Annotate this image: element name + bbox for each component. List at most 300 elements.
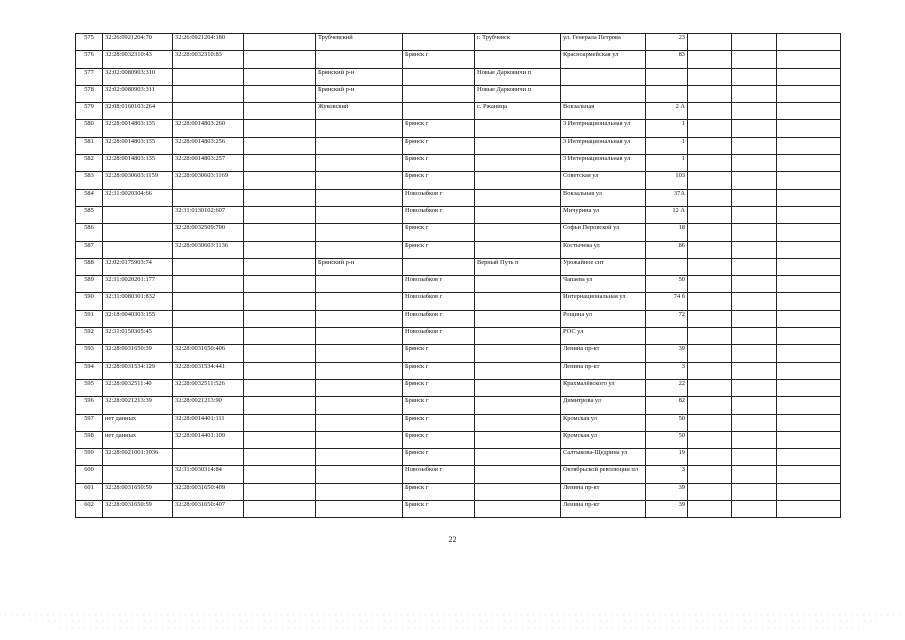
building-number-cell	[646, 328, 688, 345]
row-number-cell: 598	[76, 431, 103, 448]
empty-cell	[688, 224, 732, 241]
table-cell: Рощина ул	[561, 310, 646, 327]
table-cell: Брянск г	[403, 483, 475, 500]
empty-cell	[688, 189, 732, 206]
table-cell	[316, 276, 403, 293]
building-number-cell: 74 б	[646, 293, 688, 310]
table-row	[76, 241, 841, 258]
table-cell: Брянск г	[403, 397, 475, 414]
table-cell	[244, 397, 316, 414]
row-number-cell: 594	[76, 362, 103, 379]
page-number: 22	[448, 535, 457, 544]
table-cell: 32:26:0921204:180	[173, 34, 244, 51]
table-cell	[475, 328, 561, 345]
empty-cell	[732, 449, 777, 466]
table-cell: Ленина пр-кт	[561, 501, 646, 518]
table-cell: Брянск г	[403, 137, 475, 154]
building-number-cell	[646, 258, 688, 275]
empty-cell	[688, 362, 732, 379]
table-cell: 32:28:0031650:406	[173, 345, 244, 362]
empty-cell	[732, 85, 777, 102]
table-cell: 32:28:0021213:39	[103, 397, 173, 414]
row-number-cell: 588	[76, 258, 103, 275]
building-number-cell: 3	[646, 466, 688, 483]
table-cell	[244, 120, 316, 137]
table-cell: 32:28:0031650:409	[173, 483, 244, 500]
empty-cell	[777, 172, 841, 189]
table-cell: 32:28:0032310:83	[173, 51, 244, 68]
table-cell	[316, 483, 403, 500]
table-cell	[244, 483, 316, 500]
row-number-cell: 583	[76, 172, 103, 189]
empty-cell	[732, 466, 777, 483]
table-cell: Новозыбков г	[403, 293, 475, 310]
table-cell: РОС ул	[561, 328, 646, 345]
table-cell	[475, 466, 561, 483]
table-cell	[244, 414, 316, 431]
table-row	[76, 483, 841, 500]
table-row	[76, 189, 841, 206]
table-cell	[475, 483, 561, 500]
table-cell: Брянск г	[403, 362, 475, 379]
table-cell	[475, 224, 561, 241]
table-cell: 32:28:0031534:441	[173, 362, 244, 379]
table-row	[76, 362, 841, 379]
building-number-cell	[646, 68, 688, 85]
empty-cell	[688, 172, 732, 189]
table-cell	[244, 276, 316, 293]
table-cell: Вокзальная ул	[561, 189, 646, 206]
table-row	[76, 501, 841, 518]
building-number-cell: 86	[646, 241, 688, 258]
table-cell	[244, 293, 316, 310]
table-cell: Димитрова ул	[561, 397, 646, 414]
table-cell: Брянский р-н	[316, 258, 403, 275]
register-table	[75, 33, 841, 518]
row-number-cell: 586	[76, 224, 103, 241]
table-cell: 32:28:0031650:407	[173, 501, 244, 518]
empty-cell	[777, 449, 841, 466]
table-cell: Новозыбков г	[403, 206, 475, 223]
building-number-cell: 82	[646, 397, 688, 414]
empty-cell	[777, 241, 841, 258]
empty-cell	[688, 155, 732, 172]
table-cell	[173, 258, 244, 275]
empty-cell	[777, 258, 841, 275]
empty-cell	[732, 414, 777, 431]
empty-cell	[777, 85, 841, 102]
building-number-cell: 50	[646, 431, 688, 448]
table-cell: Кромская ул	[561, 431, 646, 448]
table-cell	[475, 414, 561, 431]
table-row	[76, 276, 841, 293]
table-cell: 32:28:0032310:43	[103, 51, 173, 68]
empty-cell	[777, 224, 841, 241]
table-cell: 3 Интернациональная ул	[561, 155, 646, 172]
empty-cell	[777, 293, 841, 310]
table-cell	[244, 501, 316, 518]
table-cell: Новозыбков г	[403, 466, 475, 483]
row-number-cell: 577	[76, 68, 103, 85]
empty-cell	[688, 310, 732, 327]
row-number-cell: 593	[76, 345, 103, 362]
table-cell	[244, 449, 316, 466]
table-cell: Брянск г	[403, 224, 475, 241]
table-cell	[244, 34, 316, 51]
table-cell: 32:18:0040303:155	[103, 310, 173, 327]
table-cell: Брянский р-н	[316, 68, 403, 85]
table-cell	[475, 276, 561, 293]
empty-cell	[732, 258, 777, 275]
table-row	[76, 172, 841, 189]
empty-cell	[777, 155, 841, 172]
empty-cell	[777, 414, 841, 431]
table-cell: 32:28:0021213:90	[173, 397, 244, 414]
table-cell	[173, 293, 244, 310]
table-cell: Брянск г	[403, 449, 475, 466]
table-cell: 32:31:0020304:66	[103, 189, 173, 206]
empty-cell	[777, 483, 841, 500]
empty-cell	[732, 137, 777, 154]
table-cell: Красноармейская ул	[561, 51, 646, 68]
table-cell: Вокзальная	[561, 103, 646, 120]
empty-cell	[732, 155, 777, 172]
row-number-cell: 595	[76, 379, 103, 396]
empty-cell	[777, 362, 841, 379]
table-row	[76, 224, 841, 241]
row-number-cell: 596	[76, 397, 103, 414]
table-cell	[103, 206, 173, 223]
table-cell	[316, 431, 403, 448]
table-cell	[316, 310, 403, 327]
empty-cell	[688, 51, 732, 68]
empty-cell	[777, 137, 841, 154]
empty-cell	[688, 34, 732, 51]
empty-cell	[732, 51, 777, 68]
table-row	[76, 379, 841, 396]
table-cell: 32:28:0021001:1036	[103, 449, 173, 466]
table-cell: 32:28:0014401:111	[173, 414, 244, 431]
table-cell: Новозыбков г	[403, 276, 475, 293]
table-row	[76, 449, 841, 466]
empty-cell	[732, 172, 777, 189]
table-cell	[475, 345, 561, 362]
row-number-cell: 585	[76, 206, 103, 223]
empty-cell	[777, 466, 841, 483]
empty-cell	[688, 328, 732, 345]
table-cell: Брянск г	[403, 431, 475, 448]
table-cell	[103, 241, 173, 258]
table-cell: Новозыбков г	[403, 189, 475, 206]
table-cell: Брянск г	[403, 155, 475, 172]
building-number-cell: 50	[646, 276, 688, 293]
empty-cell	[777, 431, 841, 448]
building-number-cell: 1	[646, 155, 688, 172]
table-row	[76, 431, 841, 448]
empty-cell	[732, 68, 777, 85]
row-number-cell: 597	[76, 414, 103, 431]
table-cell: Брянск г	[403, 241, 475, 258]
empty-cell	[777, 51, 841, 68]
table-cell: нет данных	[103, 431, 173, 448]
empty-cell	[688, 397, 732, 414]
table-row	[76, 258, 841, 275]
table-row	[76, 34, 841, 51]
building-number-cell: 39	[646, 483, 688, 500]
row-number-cell: 587	[76, 241, 103, 258]
table-cell	[244, 137, 316, 154]
building-number-cell: 39	[646, 501, 688, 518]
table-row	[76, 51, 841, 68]
table-cell: Чапаева ул	[561, 276, 646, 293]
table-cell	[316, 224, 403, 241]
table-cell	[173, 68, 244, 85]
empty-cell	[688, 68, 732, 85]
table-row	[76, 155, 841, 172]
table-cell: 32:28:0014803:135	[103, 155, 173, 172]
empty-cell	[688, 466, 732, 483]
empty-cell	[688, 449, 732, 466]
table-cell: Брянск г	[403, 414, 475, 431]
empty-cell	[732, 431, 777, 448]
empty-cell	[688, 293, 732, 310]
table-row	[76, 310, 841, 327]
table-cell: Брянский р-н	[316, 85, 403, 102]
table-cell	[475, 241, 561, 258]
table-cell: Новые Дарковичи п	[475, 68, 561, 85]
empty-cell	[688, 431, 732, 448]
empty-cell	[777, 34, 841, 51]
table-cell: 32:28:0014803:260	[173, 120, 244, 137]
row-number-cell: 575	[76, 34, 103, 51]
empty-cell	[732, 483, 777, 500]
empty-cell	[688, 103, 732, 120]
table-cell: Новозыбков г	[403, 310, 475, 327]
empty-cell	[732, 120, 777, 137]
table-cell	[403, 103, 475, 120]
table-cell	[475, 155, 561, 172]
empty-cell	[732, 293, 777, 310]
empty-cell	[732, 241, 777, 258]
table-cell: 32:31:0130102:607	[173, 206, 244, 223]
table-cell	[244, 328, 316, 345]
table-cell	[316, 449, 403, 466]
building-number-cell: 22	[646, 379, 688, 396]
table-cell: Брянск г	[403, 120, 475, 137]
table-cell	[316, 155, 403, 172]
table-cell	[403, 258, 475, 275]
table-cell	[475, 431, 561, 448]
table-cell	[475, 293, 561, 310]
table-row	[76, 120, 841, 137]
table-cell: Крахмалёвского ул	[561, 379, 646, 396]
table-cell	[244, 258, 316, 275]
table-cell	[475, 397, 561, 414]
row-number-cell: 601	[76, 483, 103, 500]
table-cell	[244, 155, 316, 172]
table-cell: 32:08:0160103:264	[103, 103, 173, 120]
table-cell	[475, 206, 561, 223]
table-cell	[316, 466, 403, 483]
table-cell: Октябрьской революции пл	[561, 466, 646, 483]
table-cell	[244, 68, 316, 85]
table-cell: 3 Интернациональная ул	[561, 137, 646, 154]
table-row	[76, 103, 841, 120]
empty-cell	[777, 397, 841, 414]
table-cell: 32:28:0032511:526	[173, 379, 244, 396]
table-cell	[316, 414, 403, 431]
table-cell: Новозыбков г	[403, 328, 475, 345]
table-cell: Брянск г	[403, 379, 475, 396]
empty-cell	[777, 189, 841, 206]
table-cell	[173, 328, 244, 345]
table-cell	[244, 103, 316, 120]
table-cell	[173, 103, 244, 120]
table-cell	[561, 68, 646, 85]
table-cell: Новые Дарковичи п	[475, 85, 561, 102]
empty-cell	[777, 276, 841, 293]
empty-cell	[777, 206, 841, 223]
table-cell	[403, 68, 475, 85]
building-number-cell: 12 А	[646, 206, 688, 223]
table-cell: 32:28:0032511:40	[103, 379, 173, 396]
table-cell	[316, 137, 403, 154]
table-cell: 32:28:0031650:59	[103, 483, 173, 500]
building-number-cell: 83	[646, 51, 688, 68]
empty-cell	[732, 206, 777, 223]
empty-cell	[732, 103, 777, 120]
empty-cell	[688, 85, 732, 102]
empty-cell	[777, 379, 841, 396]
table-cell	[244, 431, 316, 448]
table-cell: Интернациональная ул	[561, 293, 646, 310]
table-cell: 32:26:0921204:70	[103, 34, 173, 51]
table-cell: 32:31:0080301:832	[103, 293, 173, 310]
table-cell	[316, 362, 403, 379]
table-cell: Брянск г	[403, 345, 475, 362]
table-cell	[244, 362, 316, 379]
empty-cell	[688, 345, 732, 362]
table-row	[76, 345, 841, 362]
table-cell: 32:31:0020201:177	[103, 276, 173, 293]
row-number-cell: 582	[76, 155, 103, 172]
empty-cell	[777, 345, 841, 362]
table-cell	[316, 293, 403, 310]
table-row	[76, 68, 841, 85]
table-cell: Ленина пр-кт	[561, 483, 646, 500]
table-cell	[475, 379, 561, 396]
table-cell	[475, 310, 561, 327]
empty-cell	[688, 276, 732, 293]
row-number-cell: 589	[76, 276, 103, 293]
empty-cell	[732, 276, 777, 293]
building-number-cell: 50	[646, 414, 688, 431]
table-cell	[316, 206, 403, 223]
building-number-cell: 1	[646, 120, 688, 137]
table-cell: нет данных	[103, 414, 173, 431]
table-row	[76, 397, 841, 414]
table-cell	[244, 189, 316, 206]
table-cell	[316, 189, 403, 206]
table-cell: 32:28:0031650:39	[103, 345, 173, 362]
table-cell: 32:28:0031534:129	[103, 362, 173, 379]
table-cell: 32:28:0014803:135	[103, 120, 173, 137]
scan-noise-decoration	[0, 612, 905, 636]
table-cell	[475, 449, 561, 466]
table-cell: с. Ржаница	[475, 103, 561, 120]
building-number-cell: 23	[646, 34, 688, 51]
table-cell: 32:28:0014803:256	[173, 137, 244, 154]
table-cell: 32:28:0014803:257	[173, 155, 244, 172]
empty-cell	[688, 483, 732, 500]
table-cell: ул. Генерала Петрова	[561, 34, 646, 51]
table-row	[76, 293, 841, 310]
empty-cell	[732, 379, 777, 396]
table-cell: Ленина пр-кт	[561, 345, 646, 362]
row-number-cell: 580	[76, 120, 103, 137]
building-number-cell: 3	[646, 362, 688, 379]
table-cell: 32:02:0080903:310	[103, 68, 173, 85]
row-number-cell: 579	[76, 103, 103, 120]
table-cell: Костычева ул	[561, 241, 646, 258]
table-cell: Брянск г	[403, 172, 475, 189]
table-cell: 32:28:0030603:1136	[173, 241, 244, 258]
table-cell: Софьи Перовской ул	[561, 224, 646, 241]
table-cell	[475, 189, 561, 206]
table-cell	[173, 310, 244, 327]
table-body	[76, 34, 841, 518]
building-number-cell	[646, 85, 688, 102]
table-cell	[173, 276, 244, 293]
empty-cell	[688, 120, 732, 137]
building-number-cell: 37А	[646, 189, 688, 206]
table-cell: Кромская ул	[561, 414, 646, 431]
building-number-cell: 18	[646, 224, 688, 241]
empty-cell	[777, 310, 841, 327]
table-cell: 32:31:0150305:45	[103, 328, 173, 345]
table-cell	[173, 189, 244, 206]
table-cell: 32:02:0080903:311	[103, 85, 173, 102]
table-cell	[244, 172, 316, 189]
table-row	[76, 328, 841, 345]
table-cell	[475, 501, 561, 518]
empty-cell	[732, 328, 777, 345]
table-cell	[244, 85, 316, 102]
table-cell	[475, 362, 561, 379]
empty-cell	[688, 414, 732, 431]
table-cell	[316, 397, 403, 414]
table-row	[76, 414, 841, 431]
table-cell	[403, 34, 475, 51]
table-cell	[316, 51, 403, 68]
table-row	[76, 137, 841, 154]
table-cell: Верный Путь п	[475, 258, 561, 275]
table-cell	[316, 379, 403, 396]
empty-cell	[777, 68, 841, 85]
empty-cell	[732, 345, 777, 362]
empty-cell	[688, 137, 732, 154]
table-cell: 32:28:0030603:1159	[103, 172, 173, 189]
table-row	[76, 206, 841, 223]
building-number-cell: 103	[646, 172, 688, 189]
empty-cell	[777, 328, 841, 345]
table-cell: Мичурина ул	[561, 206, 646, 223]
table-cell: 32:28:0014803:135	[103, 137, 173, 154]
row-number-cell: 581	[76, 137, 103, 154]
empty-cell	[732, 362, 777, 379]
table-cell	[475, 172, 561, 189]
empty-cell	[732, 34, 777, 51]
